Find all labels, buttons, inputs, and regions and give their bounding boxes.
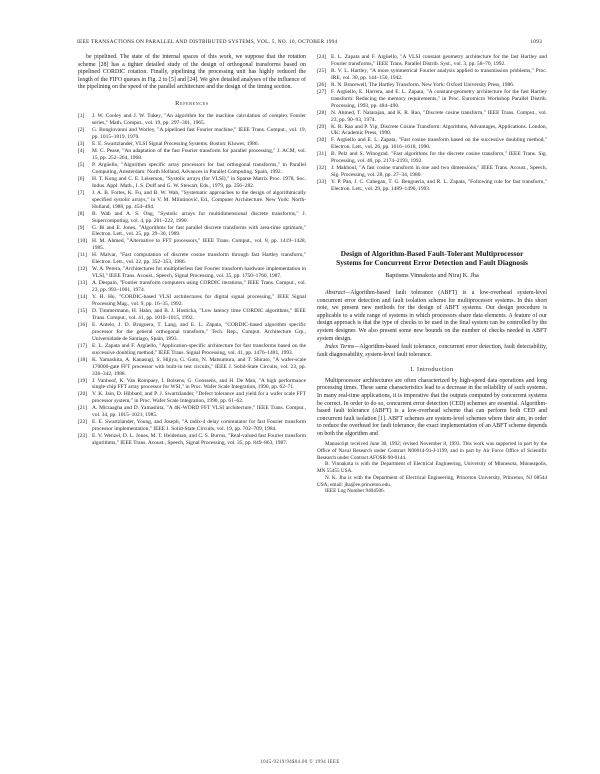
footnotes [317, 441, 547, 495]
continued-paragraph: be pipelined. The state of the internal spaces of this work, we suppose that the rotation scheme [28] has a tighter detailed study of the design of orthogonal transforms based on pipelined CORDIC rotation. Finally, pipelining the processing unit has highly reduced the length of the FIFO queues in Fig. 2 to [5] and [24]. We give detailed analyses of the influence of the pipelining on the speed of the parallel architecture and the design of the timing section. [78, 54, 306, 91]
reference-item [317, 110, 547, 124]
reference-text: E. E. Swartzlander, Young, and Joseph, "A radix-4 delay commutator for fast Fourier transform processor implementation," IEEE J. Solid-State Circuits, vol. 19, pp. 702–709, 1984. [92, 419, 306, 433]
reference-text: G. Bi and E. Jones, "Algorithms for fast parallel discrete transforms with area-time optimum," Electron. Lett., vol. 25, pp. 29–30, 1989. [92, 224, 306, 238]
reference-item [317, 137, 547, 151]
reference-number: [6] [78, 175, 85, 182]
reference-item [317, 54, 547, 68]
reference-text: P. Argüello, "Algorithm specific array processors for fast orthogonal transforms," in Parallel Computing, Amsterdam: North Holland, Advances in Parallel Computing. Spain, 1992. [92, 161, 306, 175]
reference-item [78, 405, 306, 419]
page-number: 1093 [530, 39, 542, 45]
reference-number: [14] [78, 294, 88, 301]
reference-number: [4] [78, 148, 85, 155]
reference-text: K. Yamashita, A. Kanasugi, S. Hijiya, G. Goto, N. Matsumura, and T. Shirato, "A wafer-scale 170000-gate FFT processor with built-in test circuits," IEEE J. Solid-State Circuits, vol. 23, pp. 336–342, 1988. [92, 356, 306, 377]
reference-item [78, 378, 306, 392]
reference-text: R. V. L. Hartley, "A more symmetrical Fourier analysis applied to transmission problems," Proc. IRE, vol. 30, pp. 144–150, 1942. [331, 67, 547, 81]
reference-text: B. Pelz and S. Winograd, "Fast algorithms for the discrete cosine transform," IEEE Trans. Sig. Processing, vol. 40, pp. 2174–2193, 1992. [331, 151, 547, 165]
reference-text: F. Argüello, E. Harrera, and E. L. Zapata, "A constant-geometry architecture for the fast Hartley transform: Reducing the memory requirements," in Proc. Euromicro Workshop Parallel Distrib. Processing, 1993, pp. 484–490. [331, 88, 547, 109]
reference-item [78, 225, 306, 239]
reference-text: R. N. Bracewell, The Hartley Transform. New York: Oxford University Press, 1986. [331, 81, 515, 88]
reference-text: H. M. Ahmed, "Alternative to FFT processors," IEEE Trans. Comput., vol. 8, pp. 1419–1428, 1985. [92, 238, 306, 252]
reference-text: E. L. Zapata and F. Argüello, "A VLSI constant geometry architecture for the fast Hartley and Fourier transforms," IEEE Trans. Parallel Distrib. Syst., vol. 3, pp. 58–70, 1992. [331, 54, 547, 67]
reference-number: [26] [317, 81, 327, 88]
reference-item [78, 322, 306, 343]
reference-number: [2] [78, 127, 85, 134]
reference-item [78, 294, 306, 308]
reference-number: [11] [78, 252, 87, 259]
reference-text: G. Bongiovanni and Worley, "A pipelined fast Fourier machine," IEEE Trans. Comput., vol. 19, pp. 1015–1019, 1970. [92, 127, 306, 141]
abstract-label: Abstract— [325, 290, 351, 297]
reference-text: E. V. Wenzel, D. L. Jones, M. T. Heideman, and C. S. Burrus, "Real-valued fast Fourier transform algorithms," IEEE Trans. Acoust., Speech, Signal Processing, vol. 35, pp. 849–863, 1987. [92, 433, 306, 447]
footnote-item: IEEE Log Number 9404506. [325, 488, 385, 495]
reference-text: J. Vanhoof, K. Van Rompaey, I. Bolsens, G. Goossens, and H. De Man, "A high performance single-chip FFT array processor for WSI," in Proc. Wafer Scale Integration, 1990, pp. 62–71. [92, 377, 306, 391]
reference-text: M. C. Pease, "An adaptation of the fast Fourier transform for parallel processing," J. ACM, vol. 15, pp. 252–264, 1968. [92, 148, 306, 161]
reference-number: [20] [78, 391, 88, 398]
reference-number: [1] [78, 113, 85, 120]
index-terms [317, 344, 547, 359]
reference-number: [8] [78, 210, 85, 217]
reference-item [78, 190, 306, 211]
reference-number: [13] [78, 280, 88, 287]
reference-number: [27] [317, 88, 327, 95]
reference-number: [12] [78, 266, 88, 273]
reference-item [78, 391, 306, 405]
reference-number: [18] [78, 356, 88, 363]
reference-number: [22] [78, 419, 88, 426]
reference-item [78, 266, 306, 280]
references-list-continued [317, 54, 547, 193]
reference-text: Y. P. Pan, J. C. Cahegan, T. G. Bengueria, and R. L. Zapata, "Following rule for fast transform," Electron. Lett., vol. 29, pp. 1489–1490, 1993. [331, 179, 547, 193]
reference-item [78, 127, 306, 141]
left-column [78, 54, 306, 447]
reference-item [317, 89, 547, 110]
references-heading: References [175, 99, 209, 107]
reference-text: A. Mirzaagha and D. Yamashita, "A 4K-WORD FFT VLSI architecture," IEEE Trans. Comput., vol. 34, pp. 1015–1021, 1985. [92, 405, 306, 419]
reference-text: H. T. Kung and C. E. Leiserson, "Systolic arrays (for VLSI)," in Sparse Matrix Proc. 1978, Soc. Indus. Appl. Math., I. S. Duff and G. W. Stewart, Eds., 1979, pp. 256–282. [92, 175, 306, 189]
journal-header: IEEE TRANSACTIONS ON PARALLEL AND DISTRIBUTED SYSTEMS, VOL. 5, NO. 10, OCTOBER 1994 [77, 39, 338, 45]
reference-text: E. Antelo, J. D. Bruguera, T. Lang, and E. L. Zapata, "CORDIC-based algorithm specific processor for the general orthogonal transform," Tech. Rep., Comput. Architecture Grp., Universidade de Santiago, Spain, 1993. [92, 321, 306, 342]
reference-item [78, 238, 306, 252]
reference-item [78, 252, 306, 266]
reference-number: [7] [78, 189, 85, 196]
right-column [317, 54, 547, 495]
introduction-body [317, 378, 547, 438]
reference-number: [16] [78, 321, 88, 328]
reference-text: B. Wah and A. S. Ong, "Systolic arrays for multidimensional discrete transforms," J. Supercomputing, vol. 4, pp. 201–222, 1990. [92, 210, 306, 224]
continued-text [78, 54, 306, 92]
reference-number: [30] [317, 137, 327, 144]
reference-number: [19] [78, 377, 88, 384]
reference-number: [29] [317, 123, 327, 130]
abstract [317, 290, 547, 343]
reference-number: [10] [78, 238, 88, 245]
reference-number: [3] [78, 141, 85, 148]
reference-text: V. K. Jain, D. Hibbard, and P. J. Swartzlander, "Defect tolerance and yield for a wafer scale FFT processor system," in Proc. Wafer Scale Integration, 1990, pp. 61–62. [92, 391, 306, 405]
reference-number: [28] [317, 109, 327, 116]
reference-text: D. Timmermann, H. Hahn, and B. J. Hosticka, "Low latency time CORDIC algorithms," IEEE Trans. Comput., vol. 41, pp. 1010–1015, 1992. [92, 307, 306, 321]
reference-number: [25] [317, 67, 327, 74]
reference-item [78, 211, 306, 225]
index-terms-label: Index Terms— [325, 344, 360, 351]
reference-text: Y. H. Hu, "CORDIC-based VLSI architectures for digital signal processing," IEEE Signal Processing Mag., vol. 9, pp. 16–35, 1992. [92, 294, 306, 308]
reference-number: [21] [78, 405, 88, 412]
reference-text: W. A. Perera, "Architectures for multiplierless fast Fourier transform hardware implementation in VLSI," IEEE Trans. Acoust., Speech, Signal Processing, vol. 35, pp. 1750–1760, 1987. [92, 266, 306, 280]
reference-number: [31] [317, 151, 327, 158]
reference-text: J. A. B. Fortes, K. Fu, and B. W. Wah, "Systematic approaches to the design of algorithmically specified systolic arrays," in V. M. Milutinović, Ed., Computer Architecture. New York: North-Holland, 1988, pp. 454–494. [92, 189, 306, 210]
reference-number: [5] [78, 161, 85, 168]
reference-item [78, 148, 306, 162]
reference-item [78, 176, 306, 190]
reference-item [317, 151, 547, 165]
footnote-item: Manuscript received June 30, 1992; revised November 8, 1993. This work was supported in part by the Office of Naval Research under Contract N00014-91-J-1199, and in part by Air Force Office of Scientific Research under Contract AFOSR-90-0144. [317, 441, 547, 461]
reference-item [78, 433, 306, 447]
reference-text: J. W. Cooley and J. W. Tukey, "An algorithm for the machine calculation of complex Fourier series," Math. Comput., vol. 19, pp. 297–301, 1965. [92, 113, 306, 127]
reference-number: [33] [317, 179, 327, 186]
reference-item [78, 357, 306, 378]
page-footer: 1045-9219/94$04.00 © 1994 IEEE [260, 760, 340, 765]
reference-text: K. R. Rao and P. Yip, Discrete Cosine Transform: Algorithms, Advantages, Applications. London, UK: Academic Press, 1990. [331, 123, 547, 137]
reference-number: [24] [317, 54, 327, 60]
reference-text: N. Ahmed, T. Natarajan, and K. R. Rao, "Discrete cosine transform," IEEE Trans. Comput., vol. 23, pp. 90–93, 1974. [331, 109, 547, 123]
reference-number: [9] [78, 224, 85, 231]
paper-title: Design of Algorithm-Based Fault-Tolerant Multiprocessor Systems for Concurrent Error Detection and Fault Diagnosis [336, 249, 528, 268]
reference-item [317, 82, 547, 89]
reference-item [78, 162, 306, 176]
reference-number: [32] [317, 165, 327, 172]
reference-text: J. Makhoul, "A fast cosine transform in one and two dimensions," IEEE Trans. Acoust., Speech, Sig. Processing, vol. 28, pp. 27–34, 1980. [331, 165, 547, 179]
footnote-item: B. Vinnakota is with the Department of Electrical Engineering, University of Minnesota, Minneapolis, MN 55455 USA. [317, 461, 547, 475]
reference-item [78, 141, 306, 148]
reference-text: E. E. Swartzlander, VLSI Signal Processing Systems. Boston: Kluwer, 1986. [92, 141, 259, 148]
reference-item [317, 124, 547, 138]
reference-text: A. Despain, "Fourier transform computers using CORDIC iterations," IEEE Trans. Comput., vol. 23, pp. 993–1001, 1974. [92, 280, 306, 294]
reference-text: H. Malvar, "Fast computation of discrete cosine transform through fast Hartley transform," Electron. Lett., vol. 22, pp. 352–353, 1986. [92, 252, 306, 266]
section-heading: I. Introduction [410, 366, 454, 374]
footnote-item: N. K. Jha is with the Department of Electrical Engineering, Princeton University, Princeton, NJ 08544 USA; email: jha@ee.princeton.edu. [317, 474, 547, 488]
reference-item [78, 308, 306, 322]
references-list [78, 113, 306, 447]
abstract-text: Algorithm-based fault tolerance (ABFT) is a low-overhead system-level concurrent error detection and fault isolation scheme for multiprocessor systems. In this short note, we present new methods for the design of ABFT systems. Our design procedure is applicable to a wide range of systems in which processors share data elements. A feature of our design approach is that the type of checks to be used in the final system can be controlled by the system designer. We also present some new bounds on the number of checks needed in ABFT system design. [317, 290, 547, 342]
reference-item [317, 165, 547, 179]
reference-item [78, 280, 306, 294]
reference-number: [15] [78, 307, 88, 314]
reference-text: E. L. Zapata and F. Argüello, "Application-specific architecture for fast transforms based on the successive doubling method," IEEE Trans. Signal Processing, vol. 41, pp. 1476–1481, 1993. [92, 342, 306, 356]
paper-authors: Baptisms Vinnakota and Niraj K. Jha [385, 272, 479, 280]
reference-item [78, 113, 306, 127]
reference-item [317, 179, 547, 193]
reference-text: F. Argüello and E. L. Zapata, "Fast cosine transform based on the successive doubling method," Electron. Lett., vol. 26, pp. 1616–1618, 1990. [331, 137, 547, 151]
reference-item [78, 419, 306, 433]
reference-number: [17] [78, 342, 88, 349]
reference-number: [23] [78, 433, 88, 440]
reference-item [78, 343, 306, 357]
index-terms-text: Algorithm-based fault tolerance, concurrent error detection, fault detectability, fault diagnosability, system-level fault tolerance. [317, 344, 547, 358]
reference-item [317, 68, 547, 82]
introduction-paragraph: Multiprocessor architectures are often characterized by high-speed data operations and long processing times. These same characteristics lead to a decrease in the reliability of such systems. In many real-time applications, it is imperative that the outputs computed by concurrent systems be correct. In order to do so, concurrent error detection (CED) schemes are essential. Algorithm-based fault tolerance (ABFT) is a low-overhead scheme that can perform both CED and concurrent fault isolation [1]. ABFT schemes are system-level schemes where their aim, in order to reduce the overhead for fault tolerance, the exact implementation of an ABFT scheme depends on both the algorithm and [317, 377, 547, 437]
